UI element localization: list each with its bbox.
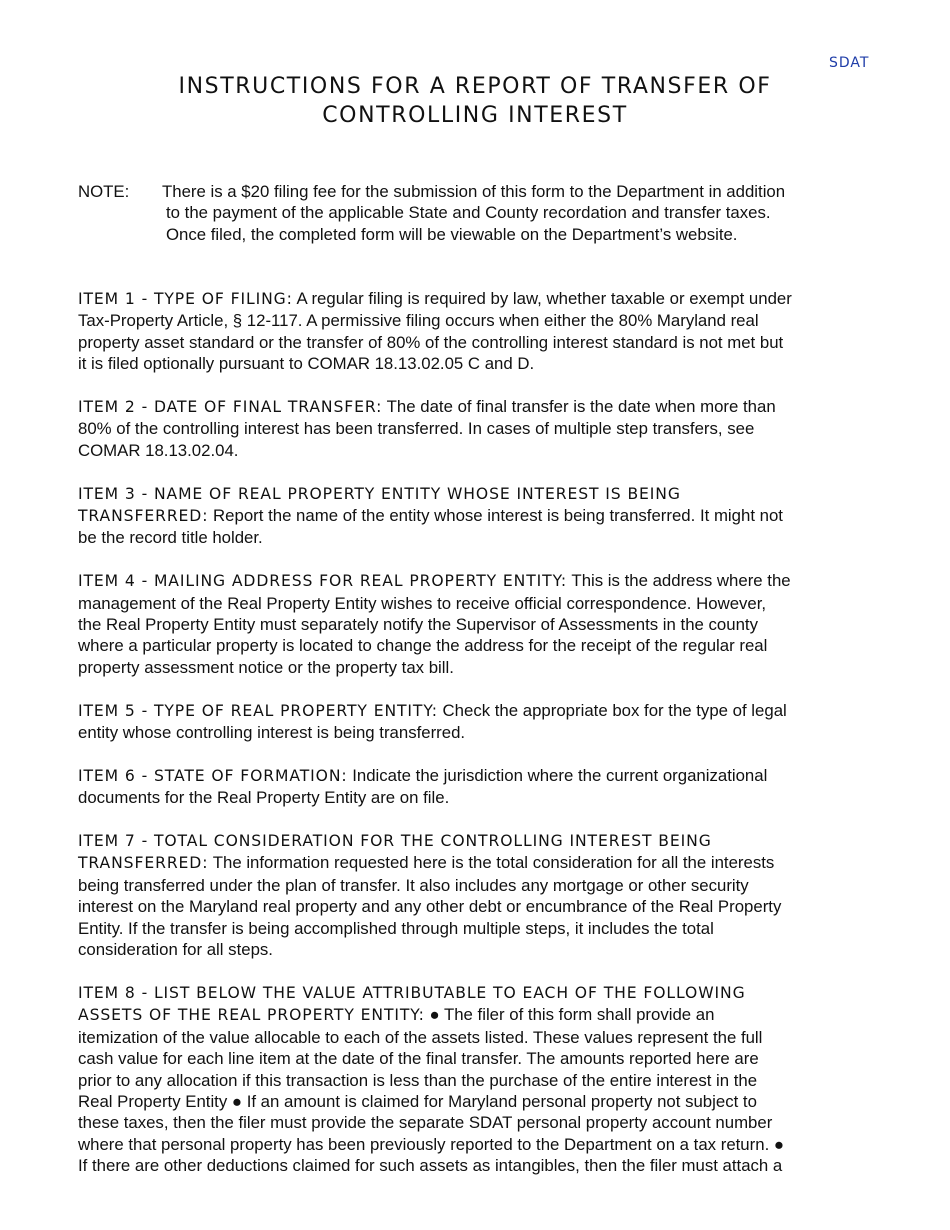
item-line: it is filed optionally pursuant to COMAR 18.13.02.05 C and D. (78, 354, 535, 374)
item-text: Check the appropriate box for the type of legal (437, 700, 787, 720)
item-line: If there are other deductions claimed for such assets as intangibles, then the filer must attach a (78, 1156, 783, 1176)
item-heading: ITEM 6 - STATE OF FORMATION: (78, 766, 348, 785)
item-line (78, 982, 878, 1004)
item-text: A regular filing is required by law, whether taxable or exempt under (292, 289, 792, 308)
item-line: prior to any allocation if this transaction is less than the purchase of the entire interest in the (78, 1070, 758, 1090)
instruction-item-8 (78, 982, 878, 1177)
item-text: ● The filer of this form shall provide an (424, 1005, 715, 1025)
item-heading: ITEM 8 - LIST BELOW THE VALUE ATTRIBUTABLE TO EACH OF THE FOLLOWING (78, 983, 746, 1002)
instruction-item-4 (78, 570, 878, 678)
item-line: documents for the Real Property Entity are on file. (78, 788, 450, 808)
instruction-item-1 (78, 288, 878, 375)
item-line (78, 1004, 878, 1026)
item-line: property assessment notice or the property tax bill. (78, 657, 454, 677)
item-line: 80% of the controlling interest has been transferred. In cases of multiple step transfers, see (78, 419, 755, 439)
note-line: There is a $20 filing fee for the submission of this form to the Department in addition (162, 182, 786, 201)
note-line: to the payment of the applicable State and County recordation and transfer taxes. (166, 203, 771, 223)
item-heading: ITEM 4 - MAILING ADDRESS FOR REAL PROPERTY ENTITY: (78, 572, 568, 591)
item-line (78, 852, 878, 874)
item-line (78, 288, 878, 310)
item-line: Real Property Entity ● If an amount is claimed for Maryland personal property not subject to (78, 1091, 757, 1111)
instruction-item-6 (78, 765, 878, 809)
item-line (78, 505, 878, 527)
item-line (78, 765, 878, 787)
item-line (78, 570, 878, 592)
item-heading: ITEM 7 - TOTAL CONSIDERATION FOR THE CONTROLLING INTEREST BEING (78, 832, 712, 851)
item-line: the Real Property Entity must separately notify the Supervisor of Assessments in the county (78, 615, 758, 635)
item-line (78, 483, 878, 505)
item-line: Tax-Property Article, § 12-117. A permissive filing occurs when either the 80% Maryland real (78, 311, 759, 331)
item-heading: TRANSFERRED: (78, 507, 209, 526)
item-line (78, 396, 878, 418)
item-line (78, 700, 878, 722)
note-line: Once filed, the completed form will be viewable on the Department’s website. (166, 224, 738, 244)
item-line: Entity. If the transfer is being accomplished through multiple steps, it includes the total (78, 918, 714, 938)
item-text: The date of final transfer is the date when more than (382, 397, 776, 417)
item-line: where a particular property is located to change the address for the receipt of the regular real (78, 636, 768, 656)
agency-label: SDAT (829, 55, 870, 71)
item-line: COMAR 18.13.02.04. (78, 440, 239, 460)
item-heading: ITEM 5 - TYPE OF REAL PROPERTY ENTITY: (78, 701, 438, 720)
title-line-1: INSTRUCTIONS FOR A REPORT OF TRANSFER OF (178, 74, 772, 99)
item-heading: ASSETS OF THE REAL PROPERTY ENTITY: (78, 1006, 425, 1025)
item-line: entity whose controlling interest is being transferred. (78, 723, 466, 743)
item-text: Indicate the jurisdiction where the current organizational (347, 765, 768, 785)
item-text: Report the name of the entity whose interest is being transferred. It might not (208, 506, 783, 526)
item-line: interest on the Maryland real property and any other debt or encumbrance of the Real Property (78, 897, 782, 917)
instruction-item-3 (78, 483, 878, 549)
instruction-items (78, 288, 878, 1198)
item-line: property asset standard or the transfer of 80% of the controlling interest standard is not met but (78, 332, 784, 352)
item-line: itemization of the value allocable to each of the assets listed. These values represent the full (78, 1027, 763, 1047)
item-line: be the record title holder. (78, 528, 263, 548)
item-line: cash value for each line item at the date of the final transfer. The amounts reported here are (78, 1049, 759, 1069)
item-heading: TRANSFERRED: (78, 854, 209, 873)
title-line-2: CONTROLLING INTEREST (322, 103, 628, 128)
instruction-item-7 (78, 830, 878, 960)
item-line: consideration for all steps. (78, 940, 273, 960)
note-text (162, 181, 878, 245)
item-heading: ITEM 3 - NAME OF REAL PROPERTY ENTITY WHOSE INTEREST IS BEING (78, 484, 681, 503)
instruction-item-5 (78, 700, 878, 744)
item-line: being transferred under the plan of transfer. It also includes any mortgage or other security (78, 875, 749, 895)
item-line: management of the Real Property Entity wishes to receive official correspondence. However, (78, 593, 767, 613)
item-heading: ITEM 1 - TYPE OF FILING: (78, 290, 293, 308)
page-title (0, 72, 950, 130)
item-line: these taxes, then the filer must provide the separate SDAT personal property account number (78, 1113, 773, 1133)
item-line (78, 830, 878, 852)
item-line: where that personal property has been previously reported to the Department on a tax return. ● (78, 1134, 785, 1154)
note-section (78, 181, 878, 245)
item-text: This is the address where the (567, 571, 791, 591)
item-text: The information requested here is the total consideration for all the interests (208, 853, 775, 873)
item-heading: ITEM 2 - DATE OF FINAL TRANSFER: (78, 398, 383, 417)
instruction-item-2 (78, 396, 878, 461)
note-label: NOTE: (78, 182, 130, 201)
